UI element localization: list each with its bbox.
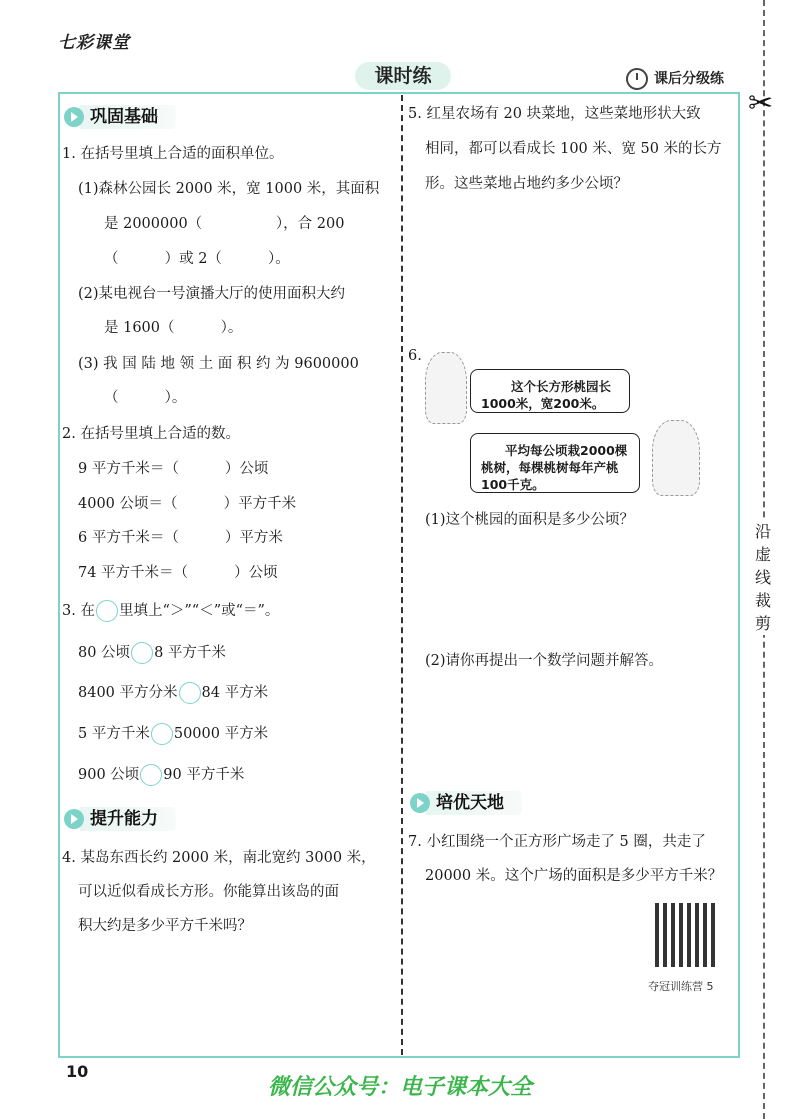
section-header-excellence: 培优天地 (410, 790, 522, 816)
q5-line: 相同，都可以看成长 100 米、宽 50 米的长方 (425, 141, 722, 157)
page-title: 课时练 (355, 62, 451, 90)
cut-char: 裁 (754, 591, 771, 610)
q4-line: 积大约是多少平方千米吗？ (78, 918, 252, 934)
cut-char: 沿 (754, 522, 771, 541)
q1-title: 1. 在括号里填上合适的面积单位。 (62, 146, 284, 162)
q2-item: 6 平方千米＝（ ）平方米 (78, 530, 283, 546)
speech-bubble: 这个长方形桃园长 1000米，宽200米。 (470, 369, 630, 413)
q5-line: 5. 红星农场有 20 块菜地，这些菜地形状大致 (408, 106, 701, 122)
q3-title: 3. 在 里填上“＞”“＜”或“＝”。 (62, 600, 279, 622)
q6-part1: (1)这个桃园的面积是多少公顷？ (425, 512, 635, 528)
q4-line: 4. 某岛东西长约 2000 米，南北宽约 3000 米， (62, 850, 376, 866)
scissors-icon: ✂ (748, 86, 774, 121)
q2-title: 2. 在括号里填上合适的数。 (62, 426, 240, 442)
q3-item: 5 平方千米 50000 平方米 (78, 723, 268, 745)
q1-line: （ ）。 (104, 390, 187, 406)
q3-item: 80 公顷 8 平方千米 (78, 642, 226, 664)
section-header-basic: 巩固基础 (64, 104, 176, 130)
play-icon (410, 793, 430, 813)
q4-line: 可以近似看成长方形。你能算出该岛的面 (78, 884, 339, 900)
answer-circle[interactable] (96, 600, 118, 622)
q3-item: 8400 平方分米 84 平方米 (78, 682, 268, 704)
clock-icon (626, 68, 648, 90)
answer-circle[interactable] (140, 764, 162, 786)
q5-line: 形。这些菜地占地约多少公顷？ (425, 176, 628, 192)
header-right (626, 68, 724, 90)
footer-watermark: 微信公众号：电子课本大全 (267, 1075, 532, 1100)
answer-circle[interactable] (179, 682, 201, 704)
qr-caption: 夺冠训练营 5 (648, 980, 714, 993)
q1-line: （ ）或 2（ ）。 (104, 251, 290, 267)
section-header-advance: 提升能力 (64, 806, 176, 832)
q1-line: 是 2000000（ ），合 200 (104, 216, 345, 232)
qr-code[interactable] (655, 903, 719, 967)
page-number: 10 (66, 1062, 89, 1081)
cut-instruction (752, 520, 774, 635)
brand-logo: 七彩课堂 (58, 33, 130, 53)
q1-line: (3) 我 国 陆 地 领 土 面 积 约 为 9600000 (78, 356, 359, 372)
play-icon (64, 107, 84, 127)
q1-line: (1)森林公园长 2000 米，宽 1000 米，其面积 (78, 181, 380, 197)
play-icon (64, 809, 84, 829)
q7-line: 7. 小红围绕一个正方形广场走了 5 圈，共走了 (408, 834, 706, 850)
q2-item: 74 平方千米＝（ ）公顷 (78, 565, 278, 581)
girl-illustration (652, 420, 700, 496)
header-right-label: 课后分级练 (654, 71, 724, 87)
q6-number: 6. (408, 348, 422, 364)
grandpa-illustration (425, 352, 467, 424)
q7-line: 20000 米。这个广场的面积是多少平方千米？ (425, 868, 723, 884)
q1-line: (2)某电视台一号演播大厅的使用面积大约 (78, 286, 346, 302)
cut-char: 剪 (754, 614, 771, 633)
answer-circle[interactable] (131, 642, 153, 664)
q1-line: 是 1600（ ）。 (104, 320, 243, 336)
cut-char: 线 (754, 568, 771, 587)
q2-item: 9 平方千米＝（ ）公顷 (78, 461, 269, 477)
cut-char: 虚 (754, 545, 771, 564)
speech-bubble: 平均每公顷栽2000棵 桃树，每棵桃树每年产桃 100千克。 (470, 433, 640, 493)
q2-item: 4000 公顷＝（ ）平方千米 (78, 496, 297, 512)
q3-item: 900 公顷 90 平方千米 (78, 764, 244, 786)
answer-circle[interactable] (151, 723, 173, 745)
q6-part2: (2)请你再提出一个数学问题并解答。 (425, 653, 664, 669)
column-divider (401, 95, 403, 1055)
